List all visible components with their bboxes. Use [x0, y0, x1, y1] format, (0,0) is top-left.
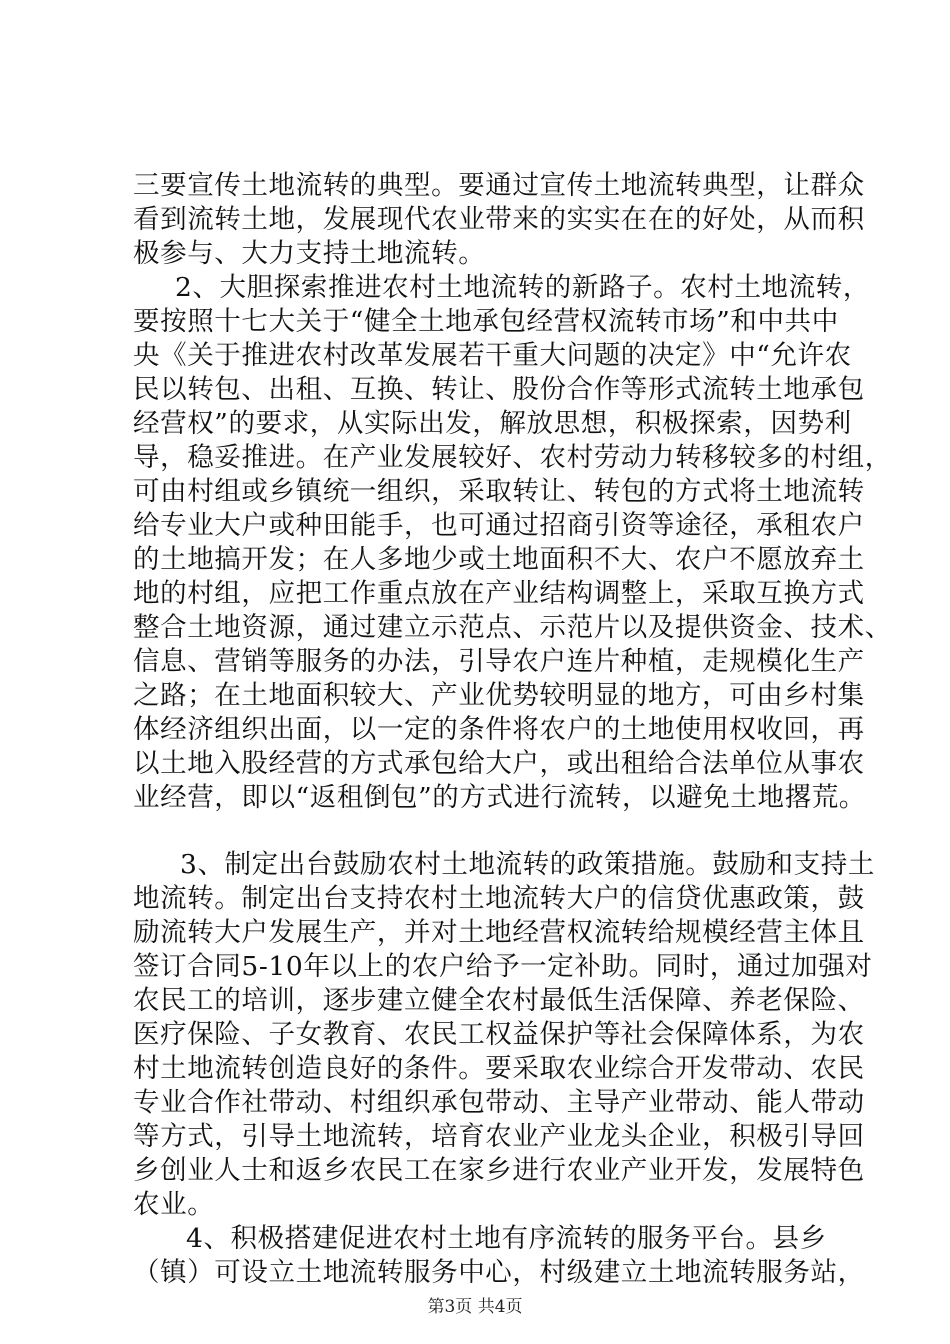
text-line: 民以转包、出租、互换、转让、股份合作等形式流转土地承包	[133, 374, 865, 405]
text-line: 要按照十七大关于“健全土地承包经营权流转市场”和中共中	[133, 306, 839, 337]
text-line: 村土地流转创造良好的条件。要采取农业综合开发带动、农民	[133, 1053, 865, 1084]
text-line: 等方式，引导土地流转，培育农业产业龙头企业，积极引导回	[133, 1121, 865, 1152]
paragraph-3-first-line: 3、制定出台鼓励农村土地流转的政策措施。鼓励和支持土	[180, 849, 875, 880]
text-line: 业经营，即以“返租倒包”的方式进行流转，以避免土地撂荒。	[133, 782, 866, 813]
text-line: 之路；在土地面积较大、产业优势较明显的地方，可由乡村集	[133, 680, 865, 711]
text-line: 体经济组织出面，以一定的条件将农户的土地使用权收回，再	[133, 714, 865, 745]
text-line: 乡创业人士和返乡农民工在家乡进行农业产业开发，发展特色	[133, 1155, 865, 1186]
text-line: 地的村组，应把工作重点放在产业结构调整上，采取互换方式	[133, 578, 865, 609]
text-line: （镇）可设立土地流转服务中心，村级建立土地流转服务站，	[133, 1257, 865, 1288]
paragraph-2-first-line: 2、大胆探索推进农村土地流转的新路子。农村土地流转，	[175, 272, 870, 303]
text-line: 整合土地资源，通过建立示范点、示范片以及提供资金、技术、	[133, 612, 892, 643]
text-line: 以土地入股经营的方式承包给大户，或出租给合法单位从事农	[133, 748, 865, 779]
text-line: 看到流转土地，发展现代农业带来的实实在在的好处，从而积	[133, 204, 865, 235]
text-line: 信息、营销等服务的办法，引导农户连片种植，走规模化生产	[133, 646, 865, 677]
text-line: 地流转。制定出台支持农村土地流转大户的信贷优惠政策，鼓	[133, 883, 865, 914]
text-line: 专业合作社带动、村组织承包带动、主导产业带动、能人带动	[133, 1087, 865, 1118]
text-line: 农业。	[133, 1189, 215, 1220]
text-line: 极参与、大力支持土地流转。	[133, 238, 486, 269]
text-line: 医疗保险、子女教育、农民工权益保护等社会保障体系，为农	[133, 1019, 865, 1050]
text-line: 三要宣传土地流转的典型。要通过宣传土地流转典型，让群众	[133, 170, 865, 201]
text-line: 央《关于推进农村改革发展若干重大问题的决定》中“允许农	[133, 340, 852, 371]
text-line: 的土地搞开发；在人多地少或土地面积不大、农户不愿放弃土	[133, 544, 865, 575]
text-line: 可由村组或乡镇统一组织，采取转让、转包的方式将土地流转	[133, 476, 865, 507]
text-line: 农民工的培训，逐步建立健全农村最低生活保障、养老保险、	[133, 985, 865, 1016]
text-line: 励流转大户发展生产，并对土地经营权流转给规模经营主体且	[133, 917, 865, 948]
text-line: 导，稳妥推进。在产业发展较好、农村劳动力转移较多的村组，	[133, 442, 892, 473]
text-line: 签订合同5-10年以上的农户给予一定补助。同时，通过加强对	[133, 951, 873, 982]
page-number-footer: 第3页 共4页	[427, 1297, 523, 1317]
text-line: 经营权”的要求，从实际出发，解放思想，积极探索，因势利	[133, 408, 852, 439]
paragraph-4-first-line: 4、积极搭建促进农村土地有序流转的服务平台。县乡	[186, 1223, 827, 1254]
text-line: 给专业大户或种田能手，也可通过招商引资等途径，承租农户	[133, 510, 865, 541]
